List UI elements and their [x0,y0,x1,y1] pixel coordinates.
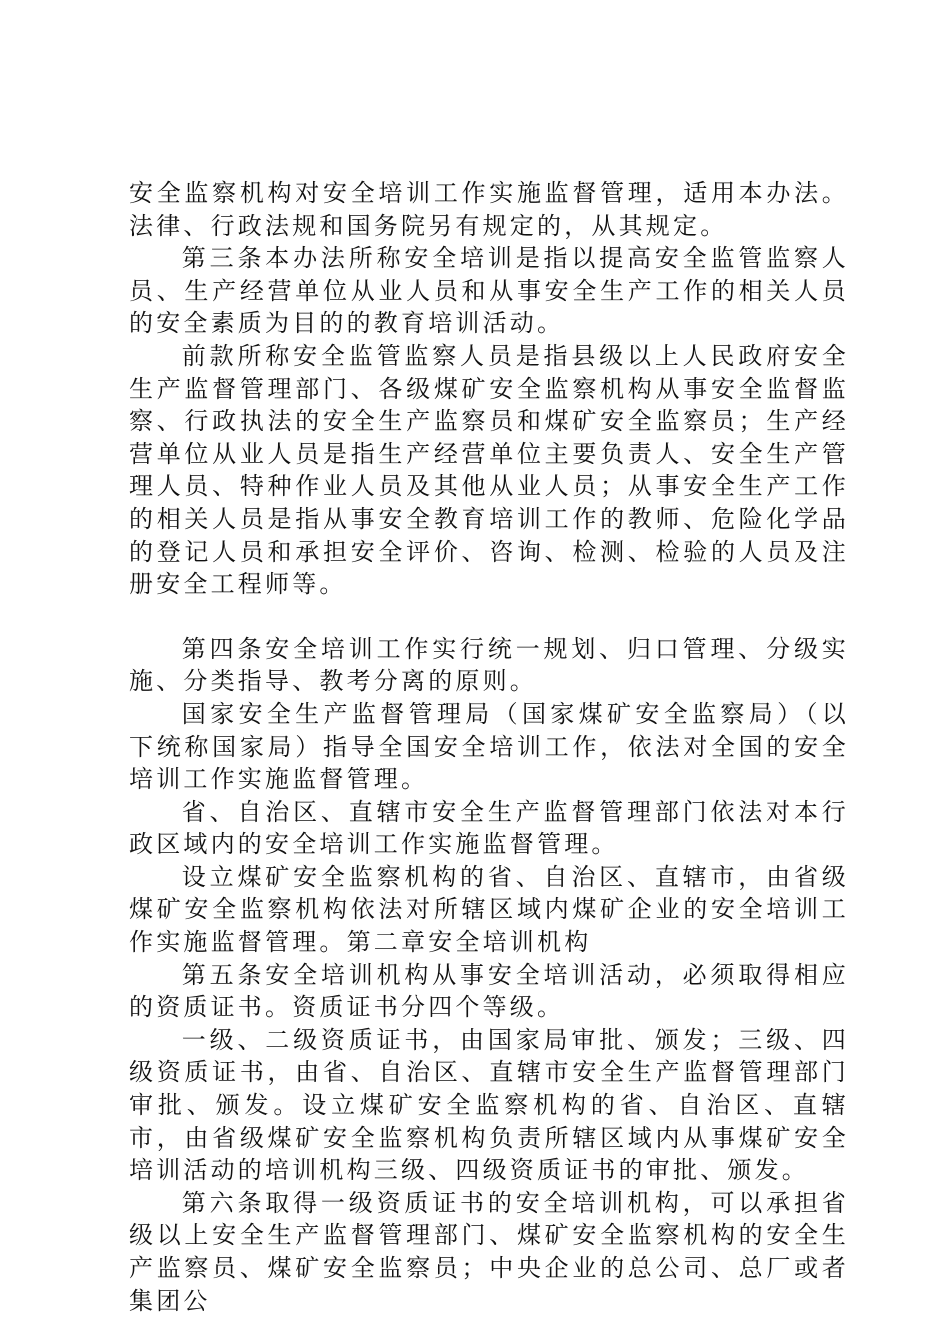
paragraph-article-4: 第四条安全培训工作实行统一规划、归口管理、分级实施、分类指导、教考分离的原则。 [129,634,849,696]
paragraph-article-6: 第六条取得一级资质证书的安全培训机构，可以承担省级以上安全生产监督管理部门、煤矿安全监察机构的安全生产监察员、煤矿安全监察员；中央企业的总公司、总厂或者集团公 [129,1188,849,1315]
paragraph-personnel-definition: 前款所称安全监管监察人员是指县级以上人民政府安全生产监督管理部门、各级煤矿安全监察机构从事安全监督监察、行政执法的安全生产监察员和煤矿安全监察员；生产经营单位从业人员是指生产经营单位主要负责人、安全生产管理人员、特种作业人员及其他从业人员；从事安全生产工作的相关人员是指从事安全教育培训工作的教师、危险化学品的登记人员和承担安全评价、咨询、检测、检验的人员及注册安全工程师等。 [129,341,849,599]
paragraph-certificate-levels: 一级、二级资质证书，由国家局审批、颁发；三级、四级资质证书，由省、自治区、直辖市安全生产监督管理部门审批、颁发。设立煤矿安全监察机构的省、自治区、直辖市，由省级煤矿安全监察机构负责所辖区域内从事煤矿安全培训活动的培训机构三级、四级资质证书的审批、颁发。 [129,1025,849,1185]
paragraph-scope: 安全监察机构对安全培训工作实施监督管理，适用本办法。法律、行政法规和国务院另有规定的，从其规定。 [129,179,849,240]
paragraph-national-bureau: 国家安全生产监督管理局（国家煤矿安全监察局）（以下统称国家局）指导全国安全培训工作，依法对全国的安全培训工作实施监督管理。 [129,699,849,794]
paragraph-coal-mine-supervision: 设立煤矿安全监察机构的省、自治区、直辖市，由省级煤矿安全监察机构依法对所辖区域内煤矿企业的安全培训工作实施监督管理。第二章安全培训机构 [129,862,849,957]
paragraph-provincial: 省、自治区、直辖市安全生产监督管理部门依法对本行政区域内的安全培训工作实施监督管理。 [129,797,849,859]
paragraph-article-3: 第三条本办法所称安全培训是指以提高安全监管监察人员、生产经营单位从业人员和从事安全生产工作的相关人员的安全素质为目的的教育培训活动。 [129,244,849,338]
document-body [129,177,849,1317]
paragraph-article-5: 第五条安全培训机构从事安全培训活动，必须取得相应的资质证书。资质证书分四个等级。 [129,960,849,1022]
